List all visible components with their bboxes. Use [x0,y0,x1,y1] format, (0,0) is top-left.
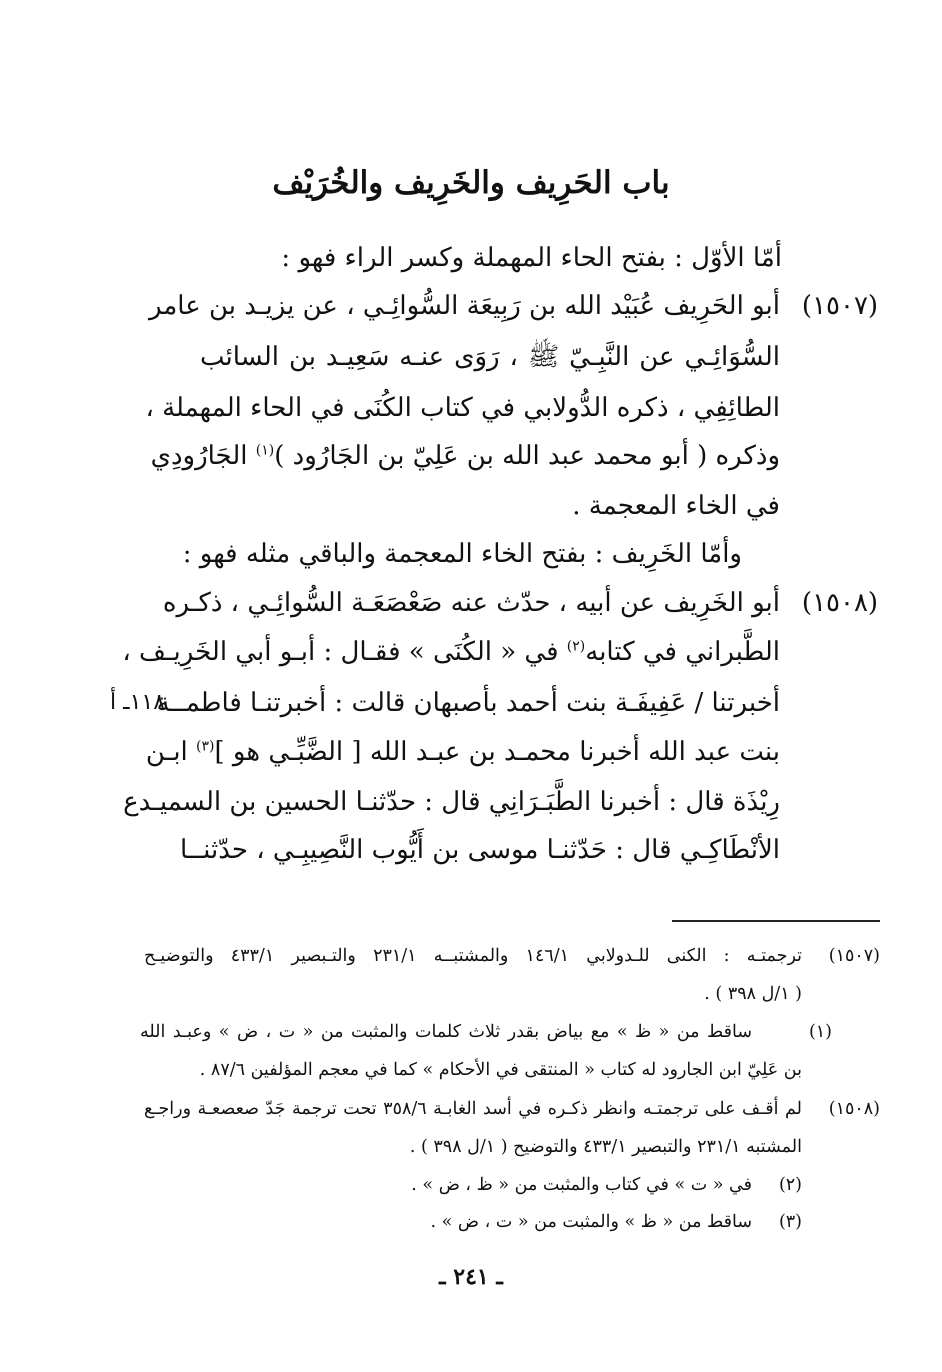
entry-1508-line-6: الأنْطَاكِـي قال : حَدّثنـا موسى بن أَيُّوب النَّصِيبِـي ، حدّثنــا [179,835,780,865]
footnote-1-line-1: ساقط من « ظ » مع بياض بقدر ثلاث كلمات والمثبت من « ت ، ض » وعبـد الله [140,1022,752,1042]
footnote-ref-1: (١) [255,442,275,459]
entry-number-1508: (١٥٠٨) [801,588,879,618]
entry-1507-line-1: أبو الحَرِيف عُبَيْد الله بن رَبِيعَة السُّوائِـي ، عن يزيـد بن عامر [149,291,780,321]
footnote-1507-line-1: ترجمتـه : الكنى للـدولابي ١٤٦/١ والمشتبــه ٢٣١/١ والتـبصير ٤٣٣/١ والتوضيـح [144,946,803,966]
intro-line-hah: أمّا الأوّل : بفتح الحاء المهملة وكسر الراء فهو : [281,243,782,273]
footnote-1508-line-1: لم أقـف على ترجمتـه وانظر ذكـره في أسد الغابـة ٣٥٨/٦ تحت ترجمة جَدّ صعصعـة وراجـع [144,1099,802,1119]
footnote-number-3: (٣) [778,1212,802,1232]
footnote-number-1507: (١٥٠٧) [828,946,880,966]
entry-1508-line-1: أبو الخَرِيف عن أبيه ، حدّث عنه صَعْصَعَـة السُّوائِـي ، ذكـره [162,588,780,618]
entry-1508-line-4-text-a: بنت عبد الله أخبرنا محمـد بن عبـد الله [ الضَّبِّـي هو ] [214,737,780,767]
entry-1507-line-2: السُّوَائِـي عن النَّبِـيّ ﷺ ، رَوَى عنـه سَعِيـد بن السائب [200,342,780,372]
footnote-2-text: في « ت » في كتاب والمثبت من « ظ ، ض » . [411,1175,752,1195]
footnote-number-2: (٢) [778,1175,802,1195]
footnote-1507-line-2: ( ١/ل ٣٩٨ ) . [704,984,802,1004]
footnote-ref-3: (٣) [196,738,215,755]
footnote-number-1508: (١٥٠٨) [828,1099,880,1119]
entry-1507-line-5: في الخاء المعجمة . [572,491,780,521]
chapter-heading: باب الحَرِيف والخَرِيف والخُرَيْف [272,165,670,201]
entry-1507-line-4 [150,436,780,480]
footnote-number-1: (١) [808,1022,832,1042]
footnote-1-line-2: بن عَلِيّ ابن الجارود له كتاب « المنتقى في الأحكام » كما في معجم المؤلفين ٨٧/٦ . [199,1060,802,1080]
entry-1508-line-3: أخبرتنا / عَفِيفَـة بنت أحمد بأصبهان قالت : أخبرتنـا فاطمــة [156,688,780,718]
intro-line-khah: وأمّا الخَرِيف : بفتح الخاء المعجمة والباقي مثله فهو : [182,539,742,569]
entry-1508-line-5: رِيْذَة قال : أخبرنا الطَّبَـرَانِي قال : حدّثنـا الحسين بن السميـدع [123,787,780,817]
entry-1508-line-2-text-b: في « الكُنَى » فقـال : أبـو أبي الخَرِيـف ، [122,637,567,667]
entry-1508-line-2-text-a: الطَّبراني في كتابه [585,637,780,667]
footnote-ref-2: (٢) [566,638,586,655]
entry-1508-line-4-text-b: ابـن [145,737,197,767]
manuscript-folio-ref: ١١٨ـ أ [110,690,166,715]
entry-1507-line-3: الطائِفِي ، ذكره الدُّولابي في كتاب الكُنَى في الحاء المهملة ، [145,393,780,423]
entry-1508-line-2 [122,632,780,676]
footnote-1508-line-2: المشتبه ٢٣١/١ والتبصير ٤٣٣/١ والتوضيح ( ١/ل ٣٩٨ ) . [409,1137,802,1157]
page-number: ـ ٢٤١ ـ [439,1264,503,1290]
entry-number-1507: (١٥٠٧) [801,291,879,321]
footnote-separator [672,920,880,922]
entry-1507-line-4-text-a: وذكره ( أبو محمد عبد الله بن عَلِيّ بن الجَارُود ) [274,441,780,471]
entry-1508-line-4 [145,732,780,776]
footnote-3-text: ساقط من « ظ » والمثبت من « ت ، ض » . [430,1212,752,1232]
entry-1507-line-4-text-b: الجَارُودِي [150,441,256,471]
